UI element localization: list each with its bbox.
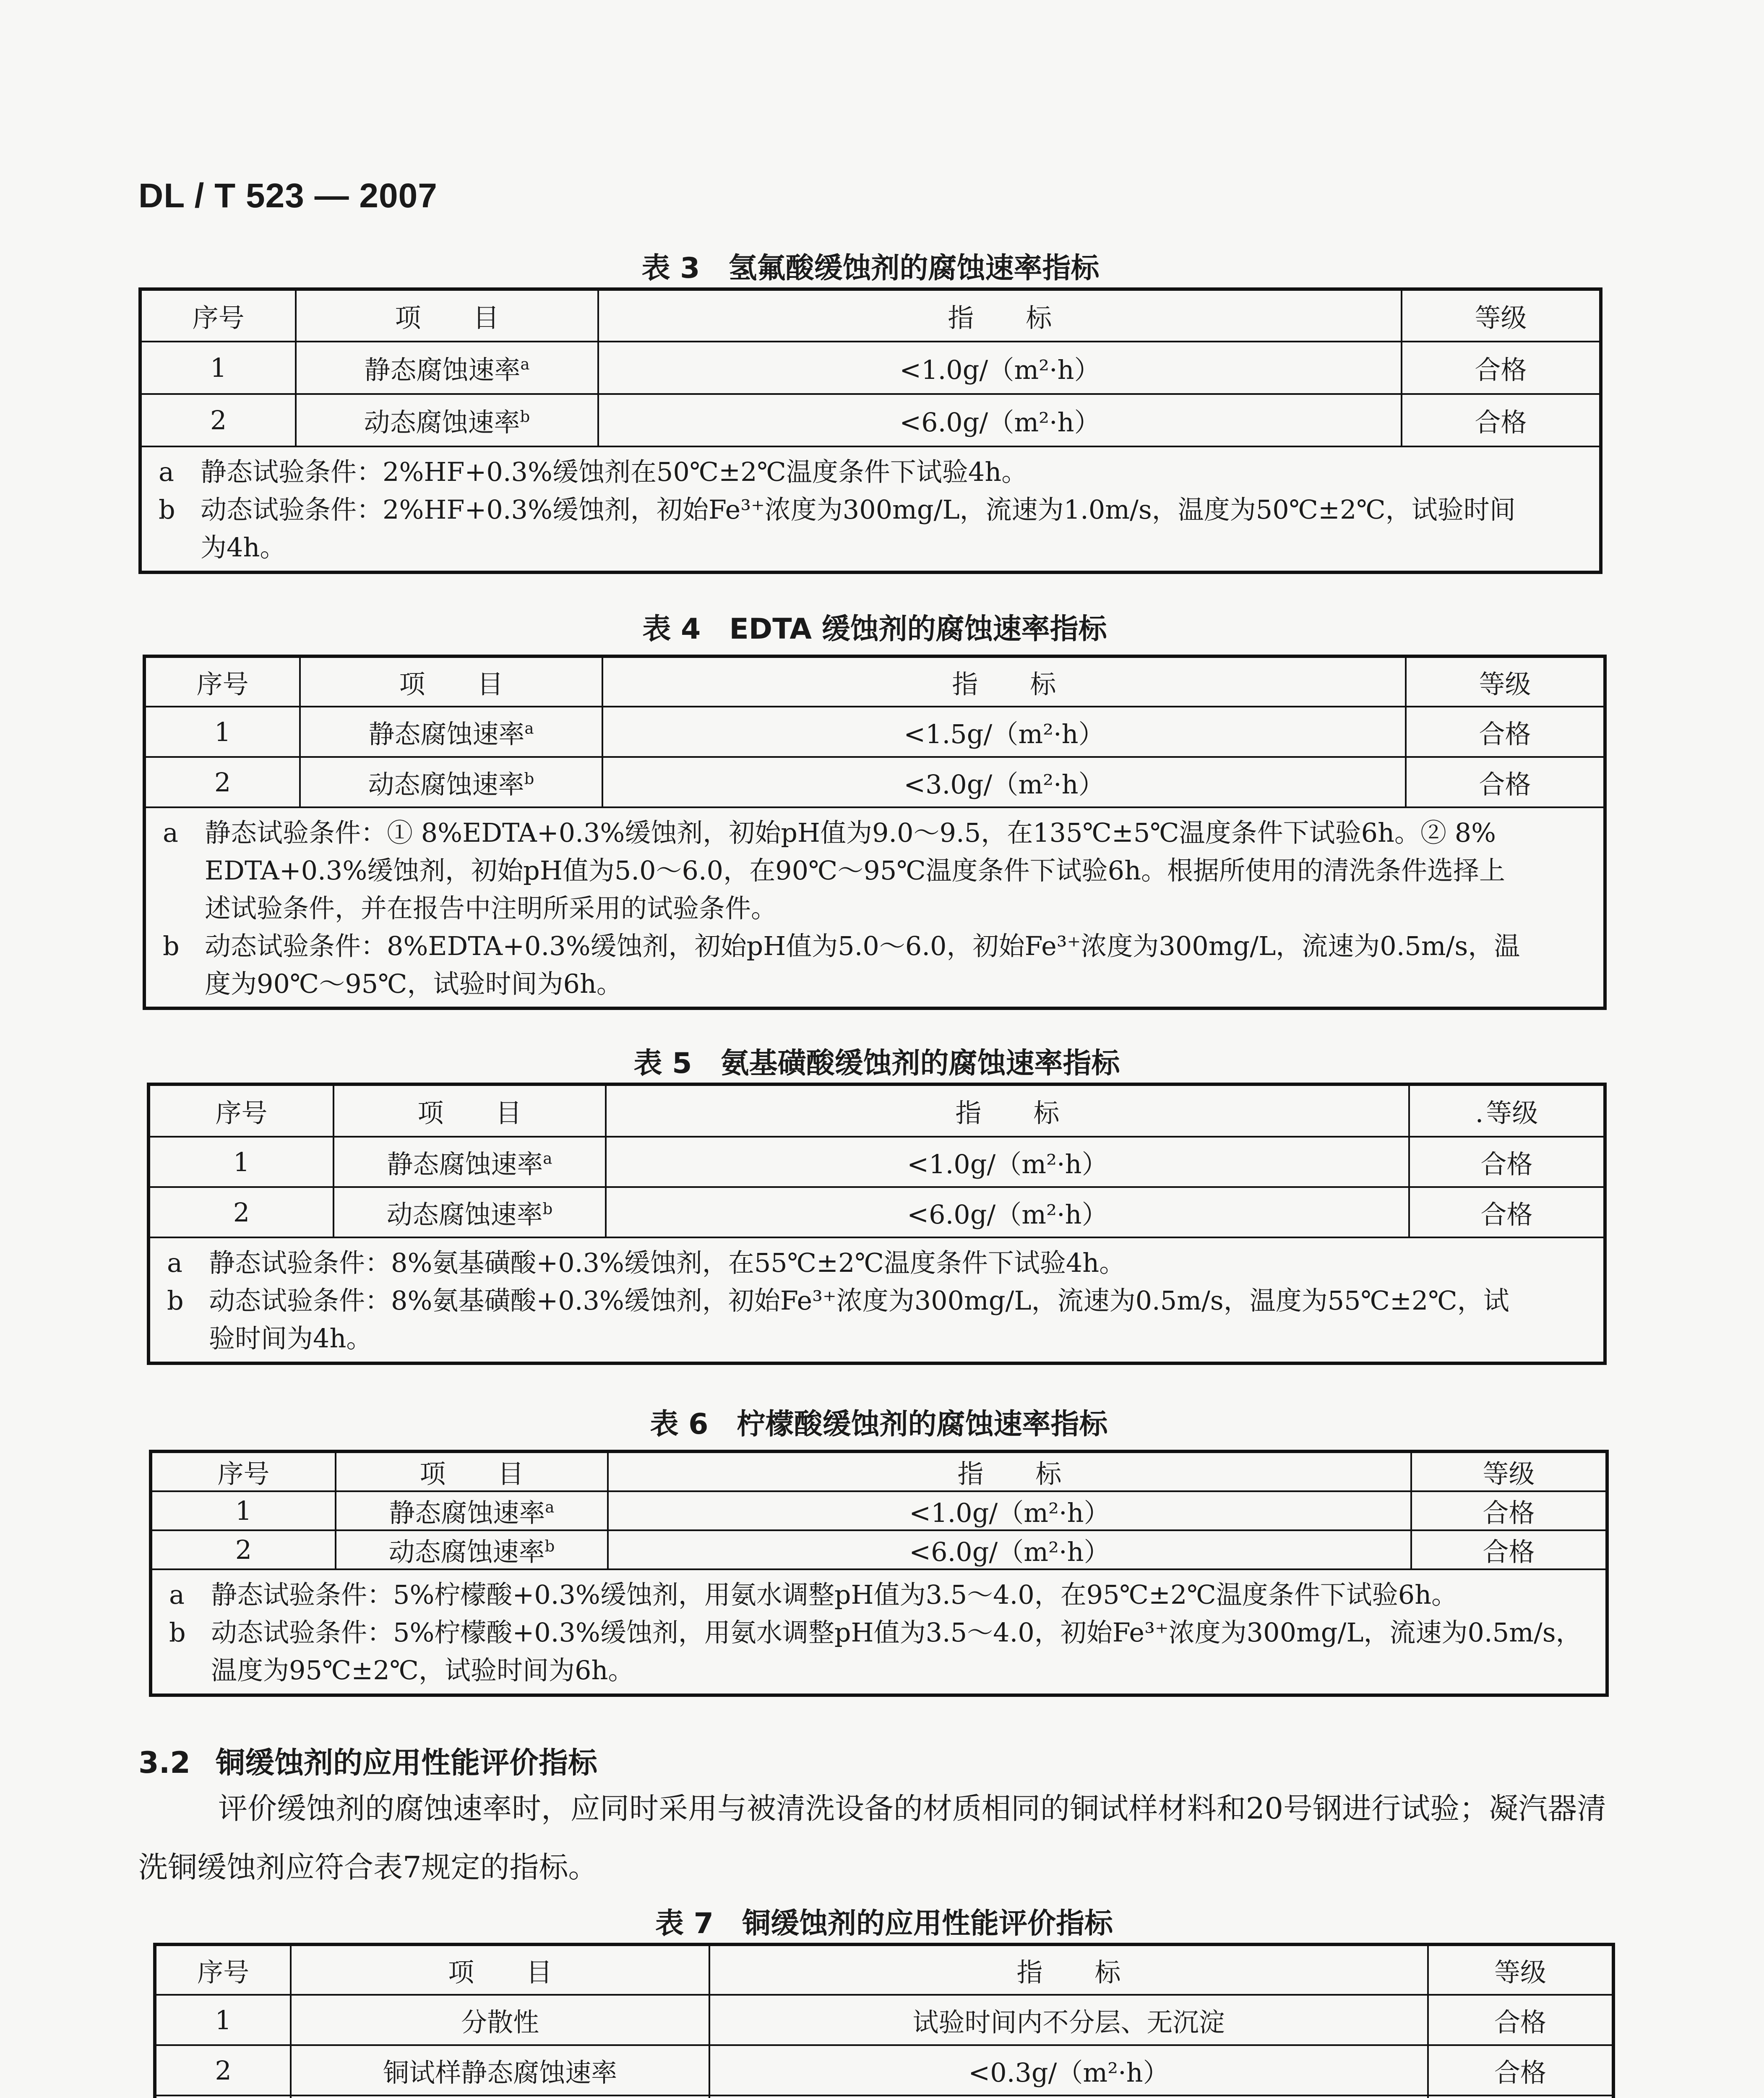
header-item: 项 目 xyxy=(296,289,598,342)
note-line: 静态试验条件：8%氨基磺酸+0.3%缓蚀剂，在55℃±2℃温度条件下试验4h。 xyxy=(209,1247,1126,1278)
table-row xyxy=(155,2095,1613,2098)
cell-item xyxy=(296,342,598,394)
table-header-row xyxy=(155,1944,1613,1995)
cell-seq: 1 xyxy=(155,1995,291,2045)
cell-indicator: 试验时间内不分层、无沉淀 xyxy=(709,1995,1428,2045)
header-indicator: 指 标 xyxy=(598,289,1402,342)
footnote-mark: b xyxy=(545,1537,555,1555)
note-line: 动态试验条件：8%氨基磺酸+0.3%缓蚀剂，初始Fe³⁺浓度为300mg/L，流速为0.5m/s，温度为55℃±2℃，试 xyxy=(209,1285,1509,1316)
header-indicator: 指 标 xyxy=(709,1944,1428,1995)
header-item: 项 目 xyxy=(334,1084,606,1137)
cell-seq: 1 xyxy=(140,342,296,394)
note-marker: a xyxy=(167,1247,182,1278)
cell-grade: 合格 xyxy=(1411,1530,1607,1569)
header-seq: 序号 xyxy=(151,1451,336,1491)
header-seq: 序号 xyxy=(149,1084,334,1137)
table-caption: 表 7 铜缓蚀剂的应用性能评价指标 xyxy=(655,1907,1113,1940)
table xyxy=(143,655,1607,1010)
item-text: 静态腐蚀速率 xyxy=(368,718,525,749)
note-marker: a xyxy=(159,457,174,487)
header-grade xyxy=(1409,1084,1605,1137)
cell-indicator: <6.0g/（m²·h） xyxy=(598,394,1402,446)
note-b xyxy=(167,1282,1587,1357)
table xyxy=(147,1083,1607,1365)
cell-grade: 合格 xyxy=(1409,1137,1605,1187)
cell-indicator: <6.0g/（m²·h） xyxy=(608,1530,1411,1569)
note-a xyxy=(159,453,1582,491)
header-item: 项 目 xyxy=(336,1451,608,1491)
cell-grade: 合格 xyxy=(1406,707,1605,757)
cell-indicator: <1.0g/（m²·h） xyxy=(608,1491,1411,1530)
footnote-mark: a xyxy=(520,355,530,373)
note-line: 动态试验条件：8%EDTA+0.3%缓蚀剂，初始pH值为5.0～6.0，初始Fe³⁺浓度为300mg/L，流速为0.5m/s，温 xyxy=(205,930,1520,961)
note-line: EDTA+0.3%缓蚀剂，初始pH值为5.0～6.0，在90℃～95℃温度条件下试验6h。根据所使用的清洗条件选择上 xyxy=(205,855,1506,886)
header-item: 项 目 xyxy=(291,1944,709,1995)
item-text: 静态腐蚀速率 xyxy=(387,1148,543,1179)
table-header-row xyxy=(144,656,1605,707)
cell-indicator: <1.0g/（m²·h） xyxy=(606,1137,1409,1187)
cell-item xyxy=(334,1187,606,1237)
note-b xyxy=(169,1614,1589,1689)
cell-item xyxy=(296,394,598,446)
table-row xyxy=(155,2045,1613,2095)
table-row xyxy=(140,342,1601,394)
table-notes xyxy=(149,1237,1605,1363)
table-row xyxy=(155,1995,1613,2045)
footnote-mark: a xyxy=(524,719,534,738)
table xyxy=(138,287,1602,574)
table-row xyxy=(144,757,1605,807)
note-marker: b xyxy=(163,930,180,961)
header-grade: 等级 xyxy=(1402,289,1601,342)
cell-grade: 合格 xyxy=(1428,2045,1613,2095)
table-notes xyxy=(144,807,1605,1008)
header-grade: 等级 xyxy=(1406,656,1605,707)
cell-seq: 1 xyxy=(151,1491,336,1530)
table-caption: 表 5 氨基磺酸缓蚀剂的腐蚀速率指标 xyxy=(633,1047,1120,1080)
footnote-mark: a xyxy=(543,1149,552,1168)
paragraph-text: 评价缓蚀剂的腐蚀速率时，应同时采用与被清洗设备的材质相同的铜试样材料和20号钢进行试验；凝汽器清洗铜缓蚀剂应符合表7规定的指标。 xyxy=(138,1791,1607,1884)
cell-grade: 合格 xyxy=(1409,1187,1605,1237)
cell-seq: 2 xyxy=(140,394,296,446)
table-header-row xyxy=(140,289,1601,342)
cell-seq xyxy=(155,2095,291,2098)
item-text: 静态腐蚀速率 xyxy=(389,1498,545,1528)
note-line: 验时间为4h。 xyxy=(209,1323,373,1354)
note-line: 静态试验条件：5%柠檬酸+0.3%缓蚀剂，用氨水调整pH值为3.5～4.0，在95℃±2℃温度条件下试验6h。 xyxy=(211,1579,1458,1610)
table-caption: 表 3 氢氟酸缓蚀剂的腐蚀速率指标 xyxy=(641,252,1100,285)
table-row xyxy=(151,1491,1607,1530)
cell-seq: 2 xyxy=(151,1530,336,1569)
note-b xyxy=(163,927,1587,1003)
section-paragraph xyxy=(138,1779,1615,1897)
item-text: 动态腐蚀速率 xyxy=(388,1537,545,1567)
footnote-mark: b xyxy=(524,769,534,788)
header-seq: 序号 xyxy=(140,289,296,342)
header-indicator: 指 标 xyxy=(608,1451,1411,1491)
header-grade: 等级 xyxy=(1411,1451,1607,1491)
document-code: DL / T 523 — 2007 xyxy=(138,177,438,215)
cell-item xyxy=(300,707,602,757)
header-seq: 序号 xyxy=(155,1944,291,1995)
note-line: 静态试验条件：① 8%EDTA+0.3%缓蚀剂，初始pH值为9.0～9.5，在135℃±5℃温度条件下试验6h。② 8% xyxy=(205,817,1496,848)
note-a xyxy=(169,1576,1589,1614)
notes-row xyxy=(144,807,1605,1008)
cell-indicator: <1.0g/（m²·h） xyxy=(598,342,1402,394)
cell-item xyxy=(300,757,602,807)
section-number: 3.2 xyxy=(138,1746,191,1780)
note-a xyxy=(167,1244,1587,1282)
header-indicator: 指 标 xyxy=(602,656,1406,707)
note-a xyxy=(163,814,1587,927)
cell-seq: 2 xyxy=(155,2045,291,2095)
cell-indicator: <0.3g/（m²·h） xyxy=(709,2045,1428,2095)
cell-grade: 合格 xyxy=(1428,1995,1613,2045)
item-text: 动态腐蚀速率 xyxy=(386,1199,543,1230)
header-indicator: 指 标 xyxy=(606,1084,1409,1137)
header-item: 项 目 xyxy=(300,656,602,707)
cell-indicator xyxy=(709,2095,1428,2098)
cell-item xyxy=(336,1491,608,1530)
note-line: 动态试验条件：2%HF+0.3%缓蚀剂，初始Fe³⁺浓度为300mg/L，流速为1.0m/s，温度为50℃±2℃，试验时间 xyxy=(201,494,1516,525)
footnote-mark: b xyxy=(542,1199,553,1218)
item-text: 动态腐蚀速率 xyxy=(368,769,524,800)
note-marker: b xyxy=(169,1617,186,1648)
cell-seq: 1 xyxy=(144,707,300,757)
table-caption: 表 4 EDTA 缓蚀剂的腐蚀速率指标 xyxy=(642,613,1107,646)
table-notes xyxy=(151,1569,1607,1695)
cell-grade xyxy=(1428,2095,1613,2098)
note-line: 静态试验条件：2%HF+0.3%缓蚀剂在50℃±2℃温度条件下试验4h。 xyxy=(201,457,1028,487)
cell-item xyxy=(336,1530,608,1569)
note-line: 度为90℃～95℃，试验时间为6h。 xyxy=(205,968,623,999)
stray-dot: . xyxy=(1475,1098,1484,1128)
cell-grade: 合格 xyxy=(1402,342,1601,394)
cell-seq: 1 xyxy=(149,1137,334,1187)
footnote-mark: b xyxy=(520,407,530,426)
header-grade: 等级 xyxy=(1428,1944,1613,1995)
item-text: 动态腐蚀速率 xyxy=(364,407,520,438)
note-marker: b xyxy=(159,494,175,525)
note-b xyxy=(159,491,1582,566)
note-marker: a xyxy=(163,817,178,848)
cell-grade: 合格 xyxy=(1411,1491,1607,1530)
cell-grade: 合格 xyxy=(1402,394,1601,446)
notes-row xyxy=(140,446,1601,572)
item-text: 静态腐蚀速率 xyxy=(364,355,521,385)
section-title: 铜缓蚀剂的应用性能评价指标 xyxy=(216,1746,598,1780)
cell-item xyxy=(334,1137,606,1187)
table-header-row xyxy=(149,1084,1605,1137)
note-line: 动态试验条件：5%柠檬酸+0.3%缓蚀剂，用氨水调整pH值为3.5～4.0，初始Fe³⁺浓度为300mg/L，流速为0.5m/s， xyxy=(211,1617,1582,1648)
cell-item: 分散性 xyxy=(291,1995,709,2045)
section-heading xyxy=(138,1739,597,1782)
table-row xyxy=(144,707,1605,757)
cell-grade: 合格 xyxy=(1406,757,1605,807)
table-row xyxy=(151,1530,1607,1569)
cell-indicator: <3.0g/（m²·h） xyxy=(602,757,1406,807)
cell-indicator: <6.0g/（m²·h） xyxy=(606,1187,1409,1237)
table-notes xyxy=(140,446,1601,572)
notes-row xyxy=(149,1237,1605,1363)
note-marker: a xyxy=(169,1579,185,1610)
header-seq: 序号 xyxy=(144,656,300,707)
grade-label: 等级 xyxy=(1486,1098,1538,1128)
table-header-row xyxy=(151,1451,1607,1491)
footnote-mark: a xyxy=(545,1498,555,1516)
table-caption: 表 6 柠檬酸缓蚀剂的腐蚀速率指标 xyxy=(650,1408,1108,1441)
cell-seq: 2 xyxy=(144,757,300,807)
note-line: 温度为95℃±2℃，试验时间为6h。 xyxy=(211,1654,634,1686)
note-line: 述试验条件，并在报告中注明所采用的试验条件。 xyxy=(205,892,777,924)
table-row xyxy=(140,394,1601,446)
note-line: 为4h。 xyxy=(201,532,286,563)
table-row xyxy=(149,1187,1605,1237)
cell-item: 铜试样静态腐蚀速率 xyxy=(291,2045,709,2095)
cell-seq: 2 xyxy=(149,1187,334,1237)
cell-item xyxy=(291,2095,709,2098)
cell-indicator: <1.5g/（m²·h） xyxy=(602,707,1406,757)
notes-row xyxy=(151,1569,1607,1695)
note-marker: b xyxy=(167,1285,184,1316)
table-row xyxy=(149,1137,1605,1187)
table xyxy=(149,1450,1609,1697)
table xyxy=(153,1943,1615,2098)
